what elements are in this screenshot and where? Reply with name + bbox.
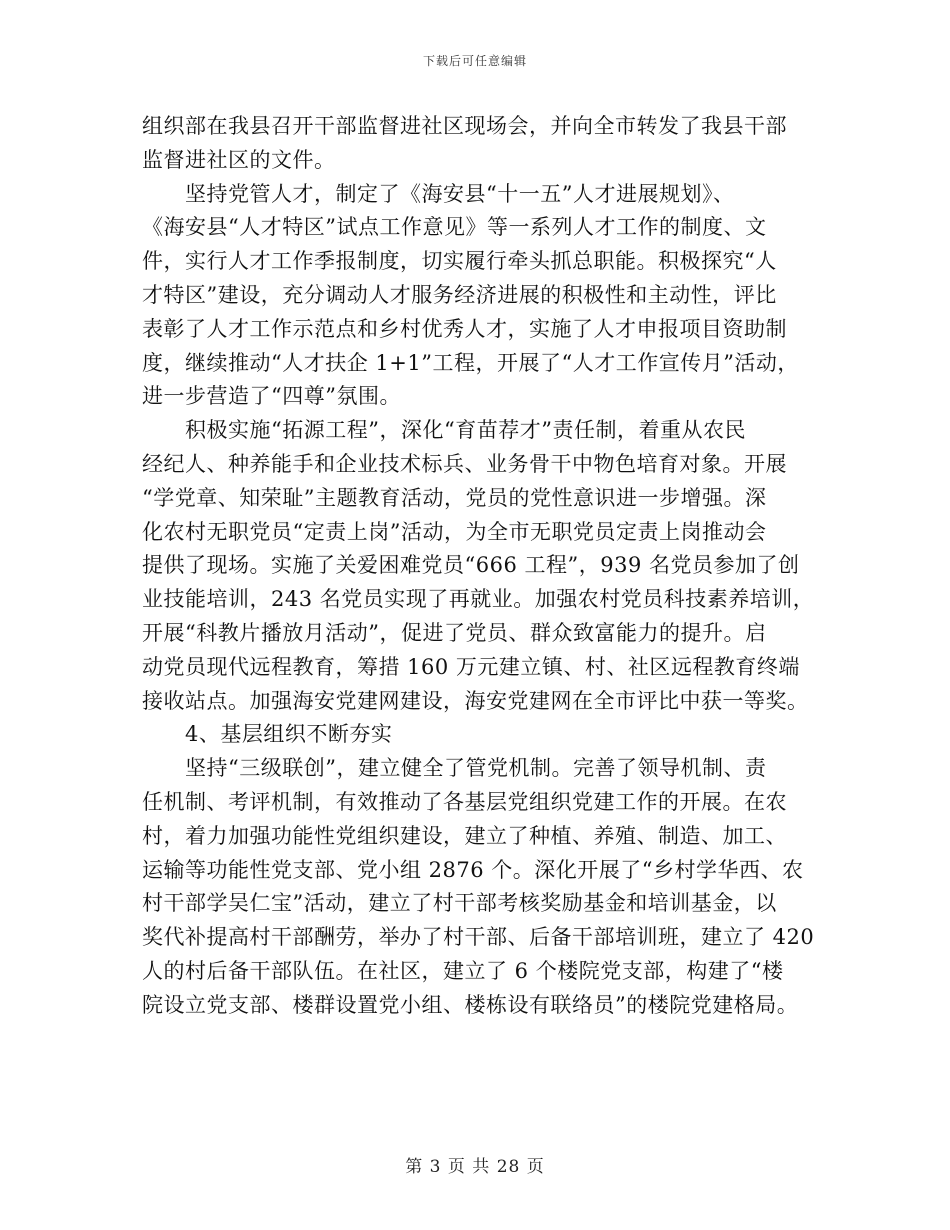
text-line: 坚持“三级联创”，建立健全了管党机制。完善了领导机制、责 xyxy=(142,756,767,781)
text-line: 接收站点。加强海安党建网建设，海安党建网在全市评比中获一等奖。 xyxy=(142,688,809,713)
text-line: “学党章、知荣耻”主题教育活动，党员的党性意识进一步增强。深 xyxy=(142,485,767,510)
text-line: 任机制、考评机制，有效推动了各基层党组织党建工作的开展。在农 xyxy=(142,789,787,814)
text-line: 组织部在我县召开干部监督进社区现场会，并向全市转发了我县干部 xyxy=(142,114,787,138)
text-line: 人的村后备干部队伍。在社区，建立了 6 个楼院党支部，构建了“楼 xyxy=(142,958,784,983)
text-line: 村，着力加强功能性党组织建设，建立了种植、养殖、制造、加工、 xyxy=(142,823,787,848)
text-line: 监督进社区的文件。 xyxy=(142,147,336,172)
text-line: 《海安县“人才特区”试点工作意见》等一系列人才工作的制度、文 xyxy=(142,215,767,240)
text-line: 度，继续推动“人才扶企 1+1”工程，开展了“人才工作宣传月”活动， xyxy=(142,350,799,375)
text-line: 积极实施“拓源工程”，深化“育苗荐才”责任制，着重从农民 xyxy=(142,418,746,443)
text-line: 开展“科教片播放月活动”，促进了党员、群众致富能力的提升。启 xyxy=(142,620,767,645)
text-line: 奖代补提高村干部酬劳，举办了村干部、后备干部培训班，建立了 420 xyxy=(142,925,815,950)
document-body xyxy=(142,110,832,1023)
text-line: 村干部学吴仁宝”活动，建立了村干部考核奖励基金和培训基金，以 xyxy=(142,891,777,916)
section-heading: 4、基层组织不断夯实 xyxy=(142,722,393,747)
text-line: 化农村无职党员“定责上岗”活动，为全市无职党员定责上岗推动会 xyxy=(142,519,767,544)
text-line: 进一步营造了“四尊”氛围。 xyxy=(142,384,401,409)
page-header: 下载后可任意编辑 xyxy=(422,54,527,68)
text-line: 动党员现代远程教育，筹措 160 万元建立镇、村、社区远程教育终端 xyxy=(142,654,800,679)
text-line: 坚持党管人才，制定了《海安县“十一五”人才进展规划》、 xyxy=(142,181,735,206)
page-footer: 第 3 页 共 28 页 xyxy=(405,1157,545,1177)
text-line: 经纪人、种养能手和企业技术标兵、业务骨干中物色培育对象。开展 xyxy=(142,451,787,476)
text-line: 才特区”建设，充分调动人才服务经济进展的积极性和主动性，评比 xyxy=(142,282,777,307)
text-line: 院设立党支部、楼群设置党小组、楼栋设有联络员”的楼院党建格局。 xyxy=(142,992,799,1017)
text-line: 业技能培训，243 名党员实现了再就业。加强农村党员科技素养培训， xyxy=(142,587,815,612)
text-line: 表彰了人才工作示范点和乡村优秀人才，实施了人才申报项目资助制 xyxy=(142,316,787,341)
text-line: 运输等功能性党支部、党小组 2876 个。深化开展了“乡村学华西、农 xyxy=(142,857,804,882)
text-line: 提供了现场。实施了关爱困难党员“666 工程”，939 名党员参加了创 xyxy=(142,553,800,578)
text-line: 件，实行人才工作季报制度，切实履行牵头抓总职能。积极探究“人 xyxy=(142,249,777,274)
